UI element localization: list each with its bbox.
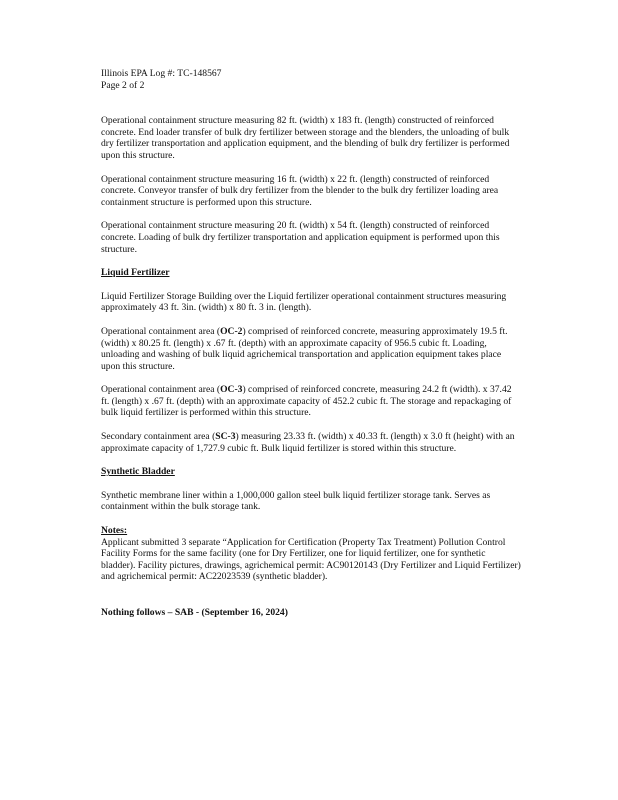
- dry-paragraph-2: Operational containment structure measuring 16 ft. (width) x 22 ft. (length) constructed of reinforced concrete. Conveyor transfer of bulk dry fertilizer from the blender to the bulk dry fertilizer loading area containment structure is performed upon this structure.: [101, 173, 499, 208]
- nothing-follows-line: Nothing follows – SAB - (September 16, 2024): [101, 607, 288, 618]
- liquid-paragraph-3: [101, 384, 522, 419]
- liquid-paragraph-2: [101, 326, 522, 372]
- notes-text: Applicant submitted 3 separate “Application for Certification (Property Tax Treatment) Pollution Control Facility Forms for the same facility (one for Dry Fertilizer, one for liquid fertilizer, one for synthetic bladder). Facility pictures, drawings, agrichemical permit: AC90120143 (Dry Fertilizer and Liquid Fertilizer) and agrichemical permit: AC22023539 (synthetic bladder).: [101, 536, 521, 583]
- notes-heading: Notes:: [101, 525, 128, 537]
- liquid-paragraph-1: Liquid Fertilizer Storage Building over the Liquid fertilizer operational containment structures measuring approximately 43 ft. 3in. (width) x 80 ft. 3 in. (length).: [101, 290, 507, 314]
- document-header: [101, 68, 522, 91]
- oc3-post: ) comprised of reinforced concrete, measuring 24.2 ft (width). x 37.42 ft. (length) x .67 ft. (depth) with an approximate capacity of 452.2 cubic ft. The storage and repackaging of bulk liquid fertilizer is performed within this structure.: [101, 384, 512, 419]
- page-number: Page 2 of 2: [101, 79, 145, 91]
- dry-paragraph-1: Operational containment structure measuring 82 ft. (width) x 183 ft. (length) constructed of reinforced concrete. End loader transfer of bulk dry fertilizer between storage and the blenders, the unloading of bulk dry fertilizer transportation and application equipment, and the blending of bulk dry fertilizer is performed upon this structure.: [101, 115, 510, 161]
- log-number: Illinois EPA Log #: TC-148567: [101, 68, 222, 79]
- synthetic-paragraph-1: Synthetic membrane liner within a 1,000,000 gallon steel bulk liquid fertilizer storage tank. Serves as containment within the bulk storage tank.: [101, 489, 491, 513]
- dry-paragraph-3: Operational containment structure measuring 20 ft. (width) x 54 ft. (length) constructed of reinforced concrete. Loading of bulk dry fertilizer transportation and application equipment is performed upon this structure.: [101, 220, 500, 255]
- liquid-paragraph-4: [101, 431, 522, 454]
- oc3-code: OC-3: [220, 384, 243, 396]
- synthetic-bladder-heading: Synthetic Bladder: [101, 466, 175, 478]
- sc3-pre: Secondary containment area (: [101, 431, 216, 443]
- oc2-code: OC-2: [220, 325, 243, 337]
- sc3-code: SC-3: [215, 431, 236, 443]
- liquid-fertilizer-heading: Liquid Fertilizer: [101, 267, 170, 279]
- oc3-pre: Operational containment area (: [101, 384, 221, 396]
- oc2-pre: Operational containment area (: [101, 325, 221, 337]
- oc2-post: ) comprised of reinforced concrete, measuring approximately 19.5 ft. (width) x 80.25 ft. (length) x .67 ft. (depth) with an approximate capacity of 956.5 cubic ft. Loading, unloading and washing of bulk liquid agrichemical transportation and application equipment takes place upon this structure.: [101, 325, 508, 372]
- sc3-post: ) measuring 23.33 ft. (width) x 40.33 ft. (length) x 3.0 ft (height) with an approximate capacity of 1,727.9 cubic ft. Bulk liquid fertilizer is stored within this structure.: [101, 431, 515, 454]
